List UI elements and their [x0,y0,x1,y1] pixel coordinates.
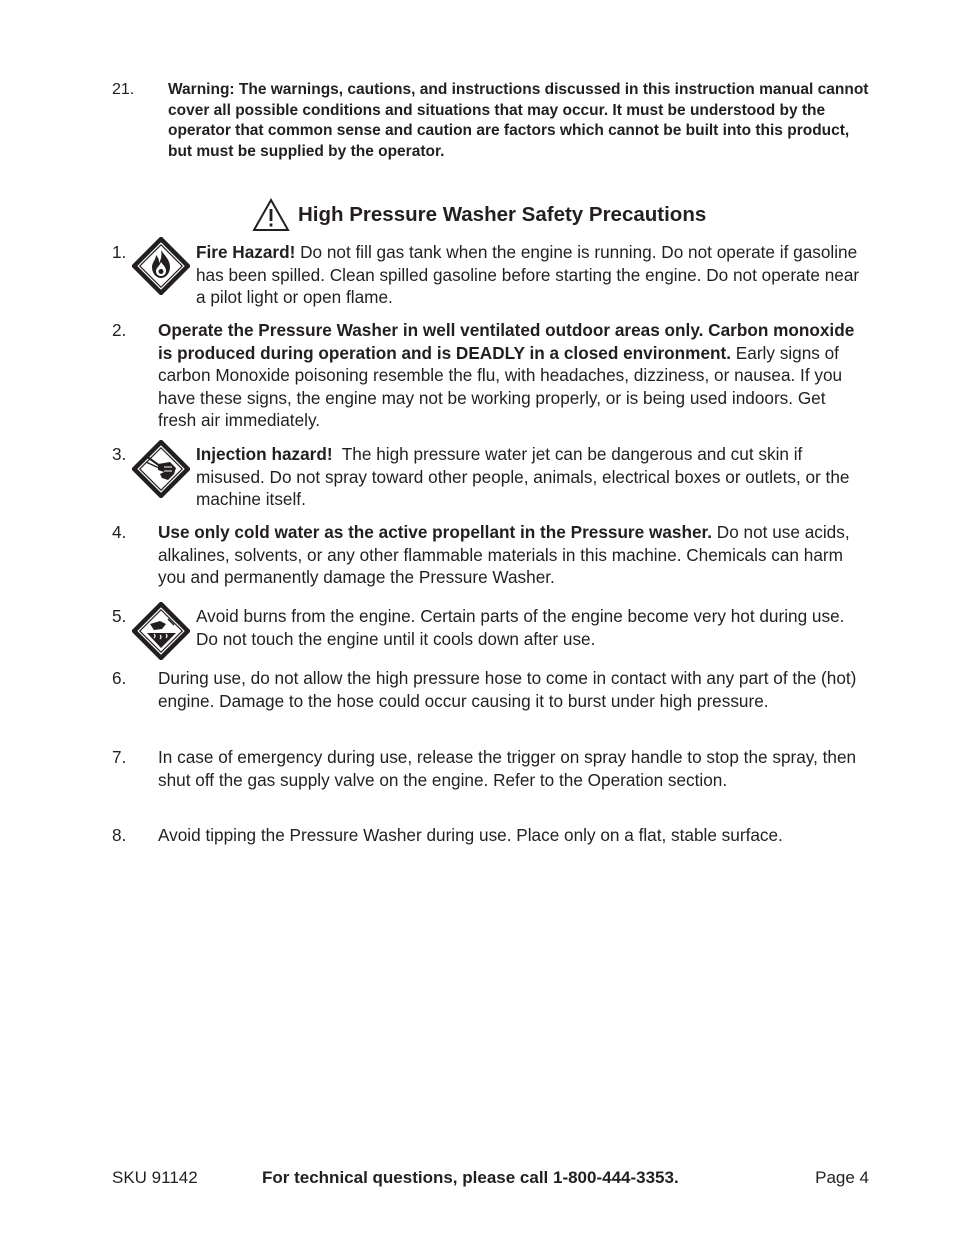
item-number: 8. [112,825,127,845]
section-heading [252,198,706,232]
section-title: High Pressure Washer Safety Precautions [298,203,707,226]
item-text: Avoid tipping the Pressure Washer during use. Place only on a flat, stable surface. [158,825,783,845]
tech-support-text: For technical questions, please call 1-800-444-3353. [262,1168,679,1187]
item-text: Avoid burns from the engine. Certain parts of the engine become very hot during use. Do not touch the engine until it cools down after use. [196,606,845,649]
fire-hazard-icon [132,237,190,295]
item-number: 6. [112,668,127,688]
warning-triangle-icon [252,198,290,232]
item-number: 4. [112,522,127,542]
item-text: Fire Hazard! Do not fill gas tank when the engine is running. Do not operate if gasoline has been spilled. Clean spilled gasoline before starting the engine. Do not operate near a pilot light or open flame. [196,242,860,308]
item-number: 21. [112,81,135,98]
item-text: Operate the Pressure Washer in well ventilated outdoor areas only. Carbon monoxide is produced during operation and is DEADLY in a closed environment. Early signs of carbon Monoxide poisoning resemble the flu, with headaches, dizziness, or nausea. If you have these signs, the engine may not be working properly, or is being used indoors. Get fresh air immediately. [158,320,855,431]
sku-label: SKU 91142 [112,1168,198,1187]
item-number: 1. [112,242,127,262]
item-text: In case of emergency during use, release the trigger on spray handle to stop the spray, then shut off the gas supply valve on the engine. Refer to the Operation section. [158,747,857,790]
hot-surface-icon [132,602,190,660]
item-text: Use only cold water as the active propellant in the Pressure washer. Do not use acids, alkalines, solvents, or any other flammable materials in this machine. Chemicals can harm you and permanently damage the Pressure Washer. [158,522,850,588]
item-number: 3. [112,444,127,464]
item-text: Injection hazard! The high pressure water jet can be dangerous and cut skin if misused. Do not spray toward other people, animals, electrical boxes or outlets, or the machine itself. [196,444,850,510]
item-text: During use, do not allow the high pressure hose to come in contact with any part of the (hot) engine. Damage to the hose could occur causing it to burst under high pressure. [158,668,857,711]
warning-text: Warning: The warnings, cautions, and instructions discussed in this instruction manual cannot cover all possible conditions and situations that may occur. It must be understood by the operator that common sense and caution are factors which cannot be built into this product, but must be supplied by the operator. [168,81,869,160]
item-number: 7. [112,747,127,767]
item-number: 2. [112,320,127,340]
page-number: Page 4 [815,1168,869,1187]
item-number: 5. [112,606,127,626]
injection-hazard-icon [132,440,190,498]
